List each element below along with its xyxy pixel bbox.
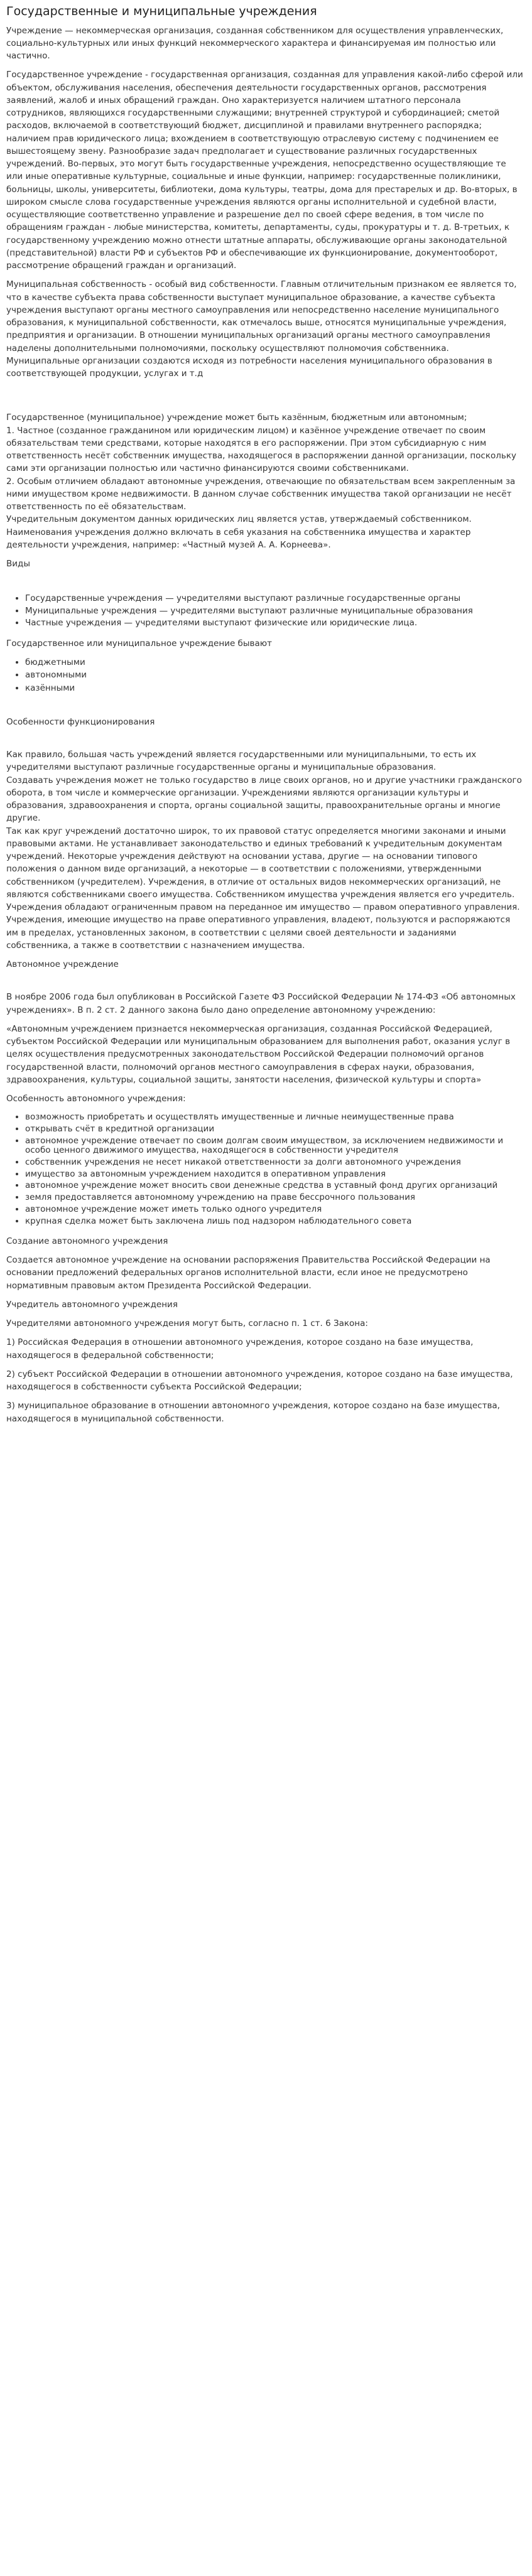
list-item: • бюджетными bbox=[25, 656, 523, 669]
list-autonomous-features bbox=[6, 1111, 523, 1227]
paragraph-founders-intro: Учредителями автономного учреждения могут быть, согласно п. 1 ст. 6 Закона: bbox=[6, 1318, 368, 1329]
page-title: Государственные и муниципальные учреждения bbox=[6, 4, 317, 18]
paragraph-law-quote: «Автономным учреждением признается некоммерческая организация, созданная Российской Федерацией, субъектом Российской Федерации или муниципальным образованием для выполнения работ, оказания услуг в целях осуществления предусмотренных законодательством Российской Федерации полномочий органов государственной власти, полномочий органов местного самоуправления в сферах науки, образования, здравоохранения, культуры, социальной защиты, занятости населения, физической культуры и спорта» bbox=[6, 1023, 511, 1085]
list-item: • земля предоставляется автономному учреждению на праве бессрочного пользования bbox=[25, 1192, 523, 1204]
list-types bbox=[6, 593, 523, 630]
paragraph-creation: Создается автономное учреждение на основании распоряжения Правительства Российской Федерации на основании предложений федеральных органов исполнительной власти, если иное не предусмотрено нормативным правовым актом Президента Российской Федерации. bbox=[6, 1255, 491, 1291]
list-item: • автономное учреждение может вносить свои денежные средства в уставный фонд других организаций bbox=[25, 1180, 523, 1192]
list-item: • Государственные учреждения — учредителями выступают различные государственные органы bbox=[25, 593, 523, 605]
heading-creation: Создание автономного учреждения bbox=[6, 1236, 168, 1246]
paragraph-definition: Учреждение — некоммерческая организация, созданная собственником для осуществления управленческих, социально-культурных или иных функций некоммерческого характера и финансируемая им полностью или частично. bbox=[6, 25, 504, 62]
spacer bbox=[6, 735, 523, 748]
list-item: • автономными bbox=[25, 669, 523, 681]
paragraph-municipal-property: Муниципальная собственность - особый вид собственности. Главным отличительным признаком ее является то, что в качестве субъекта права собственности выступает муниципальное образование, а качестве субъекта учреждения выступают органы местного самоуправления или непосредственно население муниципального образования, к муниципальной собственности, как отмечалось выше, относятся муниципальные учреждения, предприятия и организации. В отношении муниципальных организаций органы местного самоуправления наделены дополнительными полномочиями, поскольку осуществляют полномочия собственника. Муниципальные организации создаются исходя из потребности населения муниципального образования в соответствующей продукции, услугах и т.д bbox=[6, 279, 517, 379]
list-item: • крупная сделка может быть заключена лишь под надзором наблюдательного совета bbox=[25, 1215, 523, 1227]
list-item: • казёнными bbox=[25, 682, 523, 694]
list-item: • автономное учреждение может иметь только одного учредителя bbox=[25, 1204, 523, 1215]
list-item: • автономное учреждение отвечает по своим долгам своим имуществом, за исключением недвижимости и особо ценного движимого имущества, находящегося в собственности учредителя bbox=[25, 1135, 523, 1156]
heading-autonomous-features: Особенность автономного учреждения: bbox=[6, 1094, 186, 1104]
spacer bbox=[6, 386, 523, 411]
list-item: • Муниципальные учреждения — учредителями выступают различные муниципальные образования bbox=[25, 605, 523, 618]
paragraph-law: В ноябре 2006 года был опубликован в Российской Газете ФЗ Российской Федерации № 174-ФЗ «Об автономных учреждениях». В п. 2 ст. 2 данного закона было дано определение автономному учреждению: bbox=[6, 992, 516, 1015]
paragraph-functioning: Как правило, большая часть учреждений является государственными или муниципальными, то есть их учредителями выступают различные государственные органы и муниципальные образования. Создавать учреждения может не только государство в лице своих органов, но и другие участники гражданского оборота, в том числе и коммерческие организации. Учреждениями являются организации культуры и образования, здравоохранения и спорта, органы социальной защиты, правоохранительные органы и многие другие. Так как круг учреждений достаточно широк, то их правовой статус определяется многими законами и иными правовыми актами. Не устанавливает законодательство и единых требований к учредительным документам учреждений. Некоторые учреждения действуют на основании устава, другие — на основании типового положения о данном виде организаций, а некоторые — в соответствии с положениями, утвержденными собственником (учредителем). Учреждения, в отличие от остальных видов некоммерческих организаций, не являются собственниками своего имущества. Собственником имущества учреждения является его учредитель. Учреждения обладают ограниченным правом на переданное им имущество — правом оперативного управления. Учреждения, имеющие имущество на праве оперативного управления, владеют, пользуются и распоряжаются им в пределах, установленных законом, в соответствии с целями своей деятельности и заданиями собственника, а также в соответствии с назначением имущества. bbox=[6, 750, 522, 951]
list-item: • Частные учреждения — учредителями выступают физические или юридические лица. bbox=[25, 617, 523, 630]
list-item: • открывать счёт в кредитной организации bbox=[25, 1123, 523, 1135]
paragraph-state-institution: Государственное учреждение - государственная организация, созданная для управления какой-либо сферой или объектом, обслуживания населения, обеспечения деятельности государственных органов, рассмотрения заявлений, жалоб и иных обращений граждан. Оно характеризуется наличием штатного персонала сотрудников, являющихся государственными служащими; внутренней структурой и субординацией; сметой расходов, включаемой в соответствующий бюджет, дисциплиной и правилами внутреннего распорядка; наличием прав юридического лица; вхождением в соответствующую отраслевую систему с подчинением ее вышестоящему звену. Разнообразие задач предполагает и существование различных государственных учреждений. Во-первых, это могут быть государственные учреждения, непосредственно осуществляющие те или иные оперативные культурные, социальные и иные функции, например: государственные поликлиники, больницы, школы, университеты, библиотеки, дома культуры, театры, дома для престарелых и др. Во-вторых, в широком смысле слова государственные учреждения являются органы исполнительной и судебной власти, осуществляющие соответственно управление и разрешение дел по своей сфере ведения, в том числе по обращениям граждан - любые министерства, комитеты, департаменты, суды, прокуратуры и т. д. В-третьих, к государственному учреждению можно отнести штатные аппараты, обслуживающие органы законодательной (представительной) власти РФ и субъектов РФ и обеспечивающие их функционирование, документооборот, рассмотрение обращений граждан и организаций. bbox=[6, 70, 523, 271]
paragraph-institution-kinds: Государственное (муниципальное) учреждение может быть казённым, бюджетным или автономным; 1. Частное (созданное гражданином или юридическим лицом) и казённое учреждение отвечает по своим обязательствам теми средствами, которые находятся в его распоряжении. При этом субсидиарную с ним ответственность несёт собственник имущества, находящегося в распоряжении данной организации, поскольку сами эти организации полностью или частично финансируются своими собственниками. 2. Особым отличием обладают автономные учреждения, отвечающие по обязательствам всем закрепленным за ними имуществом кроме недвижимости. В данном случае собственник имущества такой организации не несёт ответственность по её обязательствам. Учредительным документом данных юридических лиц является устав, утверждаемый собственником. Наименования учреждения должно включать в себя указания на собственника имущества и характер деятельности учреждения, например: «Частный музей А. А. Корнеева». bbox=[6, 412, 516, 550]
heading-founder: Учредитель автономного учреждения bbox=[6, 1299, 178, 1310]
paragraph-founder-federation: 1) Российская Федерация в отношении автономного учреждения, которое создано на базе имущества, находящегося в федеральной собственности; bbox=[6, 1337, 474, 1361]
heading-autonomous: Автономное учреждение bbox=[6, 959, 119, 970]
heading-features: Особенности функционирования bbox=[6, 716, 155, 727]
paragraph-founder-municipal: 3) муниципальное образование в отношении автономного учреждения, которое создано на базе имущества, находящегося в муниципальной собственности. bbox=[6, 1401, 500, 1424]
spacer bbox=[6, 977, 523, 991]
list-item: • возможность приобретать и осуществлять имущественные и личные неимущественные права bbox=[25, 1111, 523, 1123]
spacer bbox=[6, 702, 523, 716]
heading-types: Виды bbox=[6, 559, 31, 569]
paragraph-founder-subject: 2) субъект Российской Федерации в отношении автономного учреждения, которое создано на базе имущества, находящегося в собственности субъекта Российской Федерации; bbox=[6, 1369, 513, 1393]
list-item: • имущество за автономным учреждением находится в оперативном управления bbox=[25, 1168, 523, 1180]
list-item: • собственник учреждения не несет никакой ответственности за долги автономного учреждения bbox=[25, 1156, 523, 1168]
spacer bbox=[6, 576, 523, 590]
list-kinds bbox=[6, 656, 523, 694]
paragraph-kinds-intro: Государственное или муниципальное учреждение бывают bbox=[6, 638, 272, 649]
